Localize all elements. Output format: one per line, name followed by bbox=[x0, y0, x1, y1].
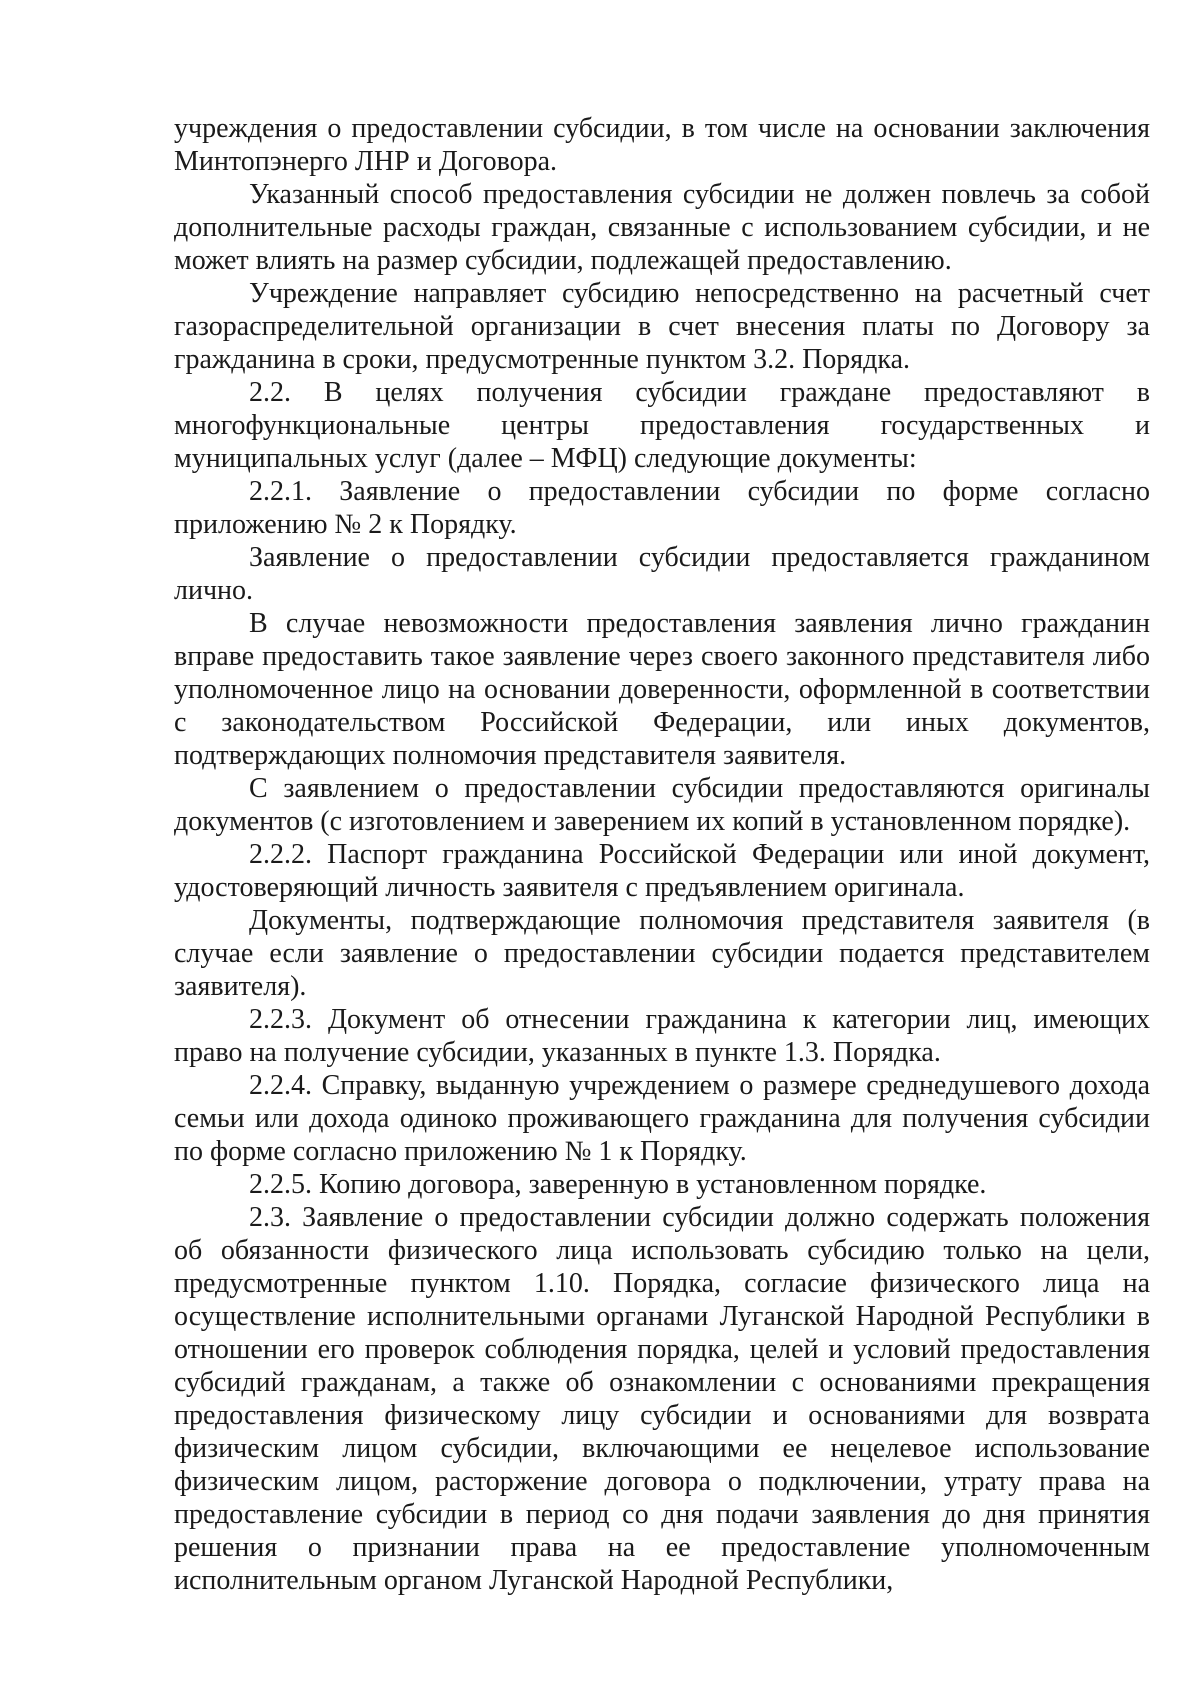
paragraph-2-2-4: 2.2.4. Справку, выданную учреждением о размере среднедушевого дохода семьи или дохода одиноко проживающего гражданина для получения субсидии по форме согласно приложению № 1 к Порядку. bbox=[174, 1070, 1150, 1167]
paragraph-continuation: учреждения о предоставлении субсидии, в том числе на основании заключения Минтопэнерго ЛНР и Договора. bbox=[174, 113, 1150, 177]
paragraph-2-2: 2.2. В целях получения субсидии граждане предоставляют в многофункциональные центры предоставления государственных и муниципальных услуг (далее – МФЦ) следующие документы: bbox=[174, 377, 1150, 474]
document-page bbox=[174, 112, 1150, 1597]
paragraph-2-2-2: 2.2.2. Паспорт гражданина Российской Федерации или иной документ, удостоверяющий личность заявителя с предъявлением оригинала. bbox=[174, 839, 1150, 903]
paragraph-originals: С заявлением о предоставлении субсидии предоставляются оригиналы документов (с изготовлением и заверением их копий в установленном порядке). bbox=[174, 773, 1150, 837]
paragraph-subsidy-method: Указанный способ предоставления субсидии не должен повлечь за собой дополнительные расходы граждан, связанные с использованием субсидии, и не может влиять на размер субсидии, подлежащей предоставлению. bbox=[174, 179, 1150, 276]
paragraph-representative: В случае невозможности предоставления заявления лично гражданин вправе предоставить такое заявление через своего законного представителя либо уполномоченное лицо на основании доверенности, оформленной в соответствии с законодательством Российской Федерации, или иных документов, подтверждающих полномочия представителя заявителя. bbox=[174, 608, 1150, 771]
paragraph-2-2-3: 2.2.3. Документ об отнесении гражданина к категории лиц, имеющих право на получение субсидии, указанных в пункте 1.3. Порядка. bbox=[174, 1004, 1150, 1068]
paragraph-2-2-1: 2.2.1. Заявление о предоставлении субсидии по форме согласно приложению № 2 к Порядку. bbox=[174, 476, 1150, 540]
paragraph-2-2-5: 2.2.5. Копию договора, заверенную в установленном порядке. bbox=[249, 1169, 987, 1200]
paragraph-authority-documents: Документы, подтверждающие полномочия представителя заявителя (в случае если заявление о предоставлении субсидии подается представителем заявителя). bbox=[174, 905, 1150, 1002]
paragraph-application-personal: Заявление о предоставлении субсидии предоставляется гражданином лично. bbox=[174, 542, 1150, 606]
paragraph-2-3: 2.3. Заявление о предоставлении субсидии должно содержать положения об обязанности физического лица использовать субсидию только на цели, предусмотренные пунктом 1.10. Порядка, согласие физического лица на осуществление исполнительными органами Луганской Народной Республики в отношении его проверок соблюдения порядка, целей и условий предоставления субсидий гражданам, а также об ознакомлении с основаниями прекращения предоставления физическому лицу субсидии и основаниями для возврата физическим лицом субсидии, включающими ее нецелевое использование физическим лицом, расторжение договора о подключении, утрату права на предоставление субсидии в период со дня подачи заявления до дня принятия решения о признании права на ее предоставление уполномоченным исполнительным органом Луганской Народной Республики, bbox=[174, 1202, 1150, 1596]
paragraph-institution-payment: Учреждение направляет субсидию непосредственно на расчетный счет газораспределительной организации в счет внесения платы по Договору за гражданина в сроки, предусмотренные пунктом 3.2. Порядка. bbox=[174, 278, 1150, 375]
